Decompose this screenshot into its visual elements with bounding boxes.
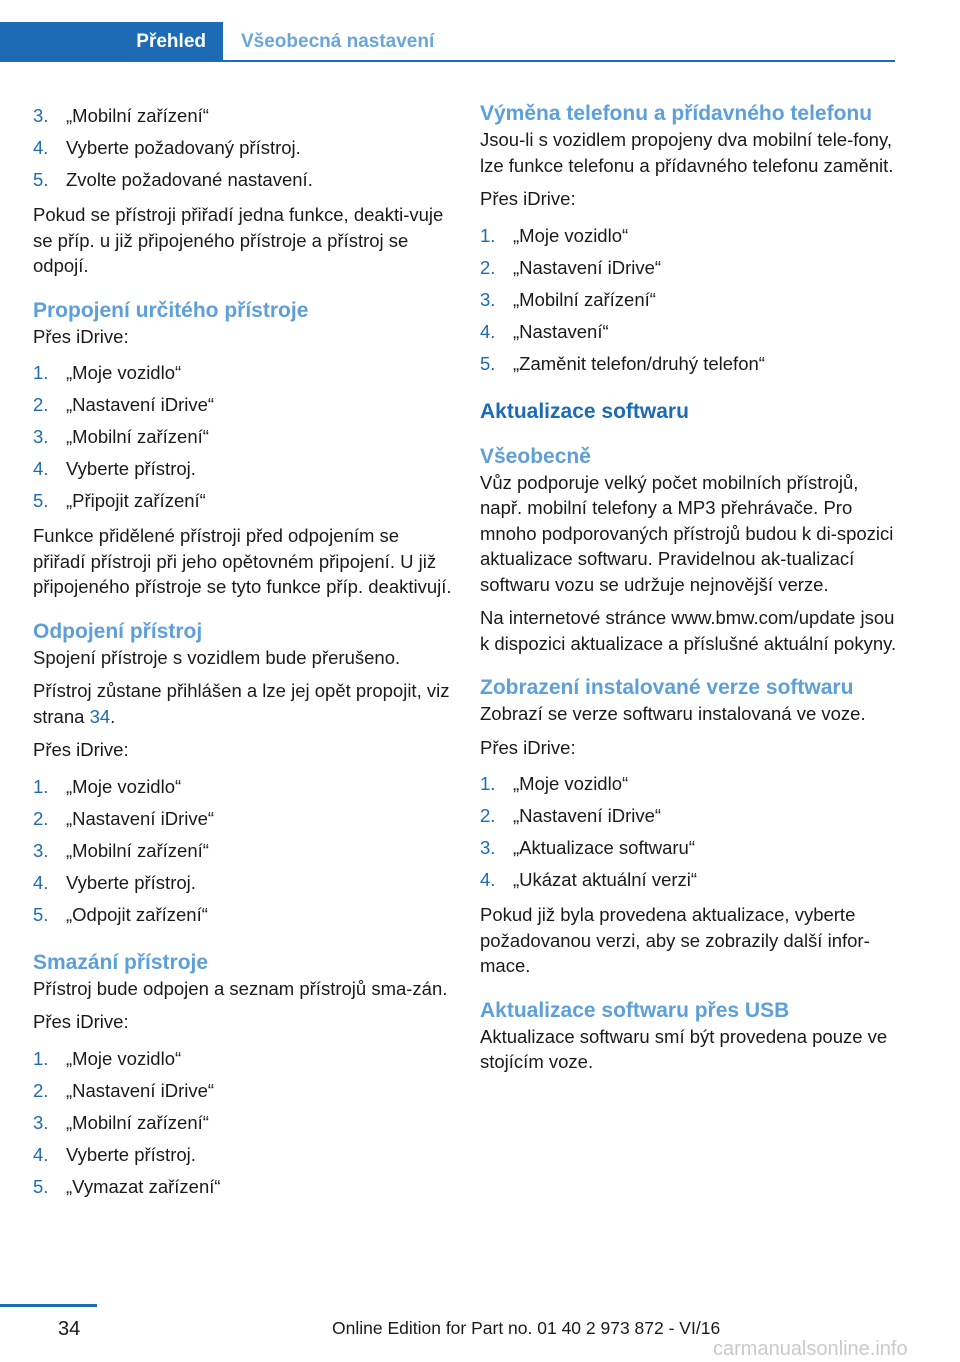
- list-text: Zvolte požadované nastavení.: [66, 169, 313, 190]
- paragraph: Funkce přidělené přístroji před odpojením se přiřadí přístroji při jeho opětovném připojení. U již připojeného přístroje se tyto funkce příp. deaktivují.: [33, 525, 452, 597]
- list-text: „Připojit zařízení“: [66, 490, 206, 511]
- list-num: 4.: [33, 1143, 49, 1165]
- list-num: 2.: [33, 394, 49, 415]
- list-item: [33, 1171, 453, 1203]
- paragraph-text: .: [110, 705, 116, 727]
- section-odpojeni: [33, 618, 453, 931]
- section-heading: Výměna telefonu a přídavného telefonu: [480, 102, 873, 125]
- list-item: [480, 768, 900, 800]
- page-link[interactable]: 34: [89, 705, 111, 727]
- list-item: [480, 832, 900, 864]
- list-num: 4.: [33, 137, 49, 158]
- paragraph-text: Přístroj zůstane přihlášen a lze jej opět propojit, viz strana: [33, 680, 450, 727]
- chapter-heading: Aktualizace softwaru: [480, 399, 689, 423]
- list-num: 2.: [33, 1079, 49, 1101]
- list-text: „Mobilní zařízení“: [66, 1111, 209, 1133]
- list-text: „Nastavení iDrive“: [513, 805, 662, 826]
- section-propojeni: [33, 297, 453, 600]
- list-item: [480, 348, 900, 380]
- paragraph: [33, 678, 453, 729]
- steps-list: [480, 220, 900, 380]
- list-num: 1.: [480, 224, 496, 246]
- list-num: 3.: [33, 839, 49, 861]
- steps-list: [33, 771, 453, 931]
- list-item: [33, 803, 453, 835]
- list-text: „Aktualizace softwaru“: [513, 837, 695, 858]
- list-item: [33, 485, 453, 517]
- section-smazani: [33, 949, 453, 1203]
- list-text: Vyberte přístroj.: [66, 871, 196, 893]
- left-column: [33, 100, 453, 1209]
- list-item: [33, 1075, 453, 1107]
- list-text: Vyberte přístroj.: [66, 458, 196, 479]
- list-num: 3.: [480, 837, 496, 858]
- steps-list: [33, 357, 453, 517]
- list-num: 1.: [480, 773, 496, 794]
- intro-list: [33, 100, 453, 196]
- section-vymena: [480, 100, 900, 380]
- section-heading: Propojení určitého přístroje: [33, 298, 309, 322]
- via-label: Přes iDrive:: [480, 188, 576, 209]
- list-num: 5.: [33, 490, 49, 511]
- list-num: 1.: [33, 1047, 49, 1069]
- list-text: „Moje vozidlo“: [66, 1047, 182, 1069]
- list-text: „Moje vozidlo“: [513, 224, 629, 246]
- list-text: „Nastavení iDrive“: [66, 1079, 215, 1101]
- list-item: [33, 453, 453, 485]
- list-num: 3.: [480, 288, 496, 310]
- section-heading: Smazání přístroje: [33, 950, 209, 974]
- list-text: „Nastavení iDrive“: [66, 807, 215, 829]
- list-num: 5.: [33, 1175, 49, 1197]
- list-num: 4.: [480, 869, 496, 890]
- right-column: [480, 100, 900, 1083]
- list-item: [33, 835, 453, 867]
- list-num: 3.: [33, 105, 49, 126]
- paragraph: Zobrazí se verze softwaru instalovaná ve voze.: [480, 703, 866, 724]
- list-text: Vyberte požadovaný přístroj.: [66, 137, 301, 158]
- list-num: 2.: [480, 256, 496, 278]
- via-label: Přes iDrive:: [480, 736, 576, 758]
- via-label: Přes iDrive:: [33, 1011, 129, 1032]
- list-item: [33, 899, 453, 931]
- paragraph: Jsou-li s vozidlem propojeny dva mobilní tele-fony, lze funkce telefonu a přídavného telefonu zaměnit.: [480, 129, 894, 176]
- via-label: Přes iDrive:: [33, 739, 129, 760]
- section-zobrazeni-verze: [480, 674, 900, 979]
- list-text: „Mobilní zařízení“: [513, 288, 656, 310]
- tab-prehled[interactable]: [0, 22, 223, 62]
- list-text: „Nastavení iDrive“: [66, 394, 215, 415]
- list-text: „Odpojit zařízení“: [66, 903, 208, 925]
- via-label: Přes iDrive:: [33, 325, 129, 347]
- page-number: 34: [58, 1318, 81, 1340]
- list-text: „Nastavení“: [513, 320, 609, 342]
- paragraph: Přístroj bude odpojen a seznam přístrojů sma-zán.: [33, 977, 448, 999]
- list-text: „Moje vozidlo“: [513, 773, 629, 794]
- steps-list: [33, 1043, 453, 1203]
- list-text: Vyberte přístroj.: [66, 1143, 196, 1165]
- tab-vseobecna-nastaveni[interactable]: [223, 22, 434, 62]
- list-item: [33, 357, 453, 389]
- paragraph: Aktualizace softwaru smí být provedena pouze ve stojícím voze.: [480, 1025, 888, 1072]
- list-item: [480, 800, 900, 832]
- edition-text: Online Edition for Part no. 01 40 2 973 872 - VI/16: [332, 1318, 721, 1338]
- list-text: „Vymazat zařízení“: [66, 1175, 221, 1197]
- section-heading: Zobrazení instalované verze softwaru: [480, 676, 854, 699]
- list-item: [33, 164, 453, 196]
- list-num: 3.: [33, 1111, 49, 1133]
- list-item: [33, 1043, 453, 1075]
- list-num: 4.: [33, 458, 49, 479]
- list-text: „Nastavení iDrive“: [513, 256, 662, 278]
- tab-prehled-label: Přehled: [136, 31, 206, 52]
- list-text: „Mobilní zařízení“: [66, 426, 209, 447]
- list-item: [480, 252, 900, 284]
- steps-list: [480, 768, 900, 896]
- list-num: 2.: [480, 805, 496, 826]
- tab-underline: [223, 60, 895, 62]
- list-item: [480, 220, 900, 252]
- paragraph: Vůz podporuje velký počet mobilních přístrojů, např. mobilní telefony a MP3 přehrávače. Pro mnoho podporovaných přístrojů budou k di-spozici aktualizace softwaru. Pravidelnou ak-tualizací softwaru vozu se udržuje nejnovější verze.: [480, 471, 894, 595]
- footer-rule: [0, 1304, 97, 1307]
- paragraph: Na internetové stránce www.bmw.com/update jsou k dispozici aktualizace a příslušné aktuální pokyny.: [480, 607, 897, 654]
- header-tabbar: [0, 22, 895, 62]
- list-item: [33, 421, 453, 453]
- section-usb: [480, 997, 900, 1075]
- list-item: [480, 864, 900, 896]
- list-num: 1.: [33, 362, 49, 383]
- paragraph: Spojení přístroje s vozidlem bude přerušeno.: [33, 646, 401, 668]
- list-num: 2.: [33, 807, 49, 829]
- paragraph: Pokud již byla provedena aktualizace, vyberte požadovanou verzi, aby se zobrazily další infor-mace.: [480, 904, 870, 976]
- list-item: [33, 1107, 453, 1139]
- list-num: 5.: [480, 352, 496, 374]
- list-item: [33, 1139, 453, 1171]
- list-text: „Moje vozidlo“: [66, 775, 182, 797]
- list-item: [33, 867, 453, 899]
- list-num: 5.: [33, 169, 49, 190]
- list-item: [33, 389, 453, 421]
- list-num: 5.: [33, 903, 49, 925]
- list-item: [33, 132, 453, 164]
- list-num: 4.: [33, 871, 49, 893]
- list-num: 3.: [33, 426, 49, 447]
- list-num: 4.: [480, 320, 496, 342]
- paragraph: Pokud se přístroji přiřadí jedna funkce, deakti-vuje se příp. u již připojeného přístroje a přístroj se odpojí.: [33, 204, 444, 276]
- tab-vseobecna-label: Všeobecná nastavení: [241, 31, 435, 52]
- list-text: „Mobilní zařízení“: [66, 105, 209, 126]
- section-heading: Všeobecně: [480, 444, 591, 468]
- list-text: „Moje vozidlo“: [66, 362, 182, 383]
- list-text: „Zaměnit telefon/druhý telefon“: [513, 352, 765, 374]
- list-item: [480, 316, 900, 348]
- list-item: [33, 771, 453, 803]
- list-num: 1.: [33, 775, 49, 797]
- watermark: carmanualsonline.info: [713, 1338, 908, 1360]
- list-item: [33, 100, 453, 132]
- section-aktualizace: [480, 398, 900, 425]
- section-heading: Aktualizace softwaru přes USB: [480, 998, 790, 1022]
- list-item: [480, 284, 900, 316]
- list-text: „Mobilní zařízení“: [66, 839, 209, 861]
- section-vseobecne: [480, 443, 900, 657]
- section-heading: Odpojení přístroj: [33, 619, 203, 643]
- list-text: „Ukázat aktuální verzi“: [513, 869, 698, 890]
